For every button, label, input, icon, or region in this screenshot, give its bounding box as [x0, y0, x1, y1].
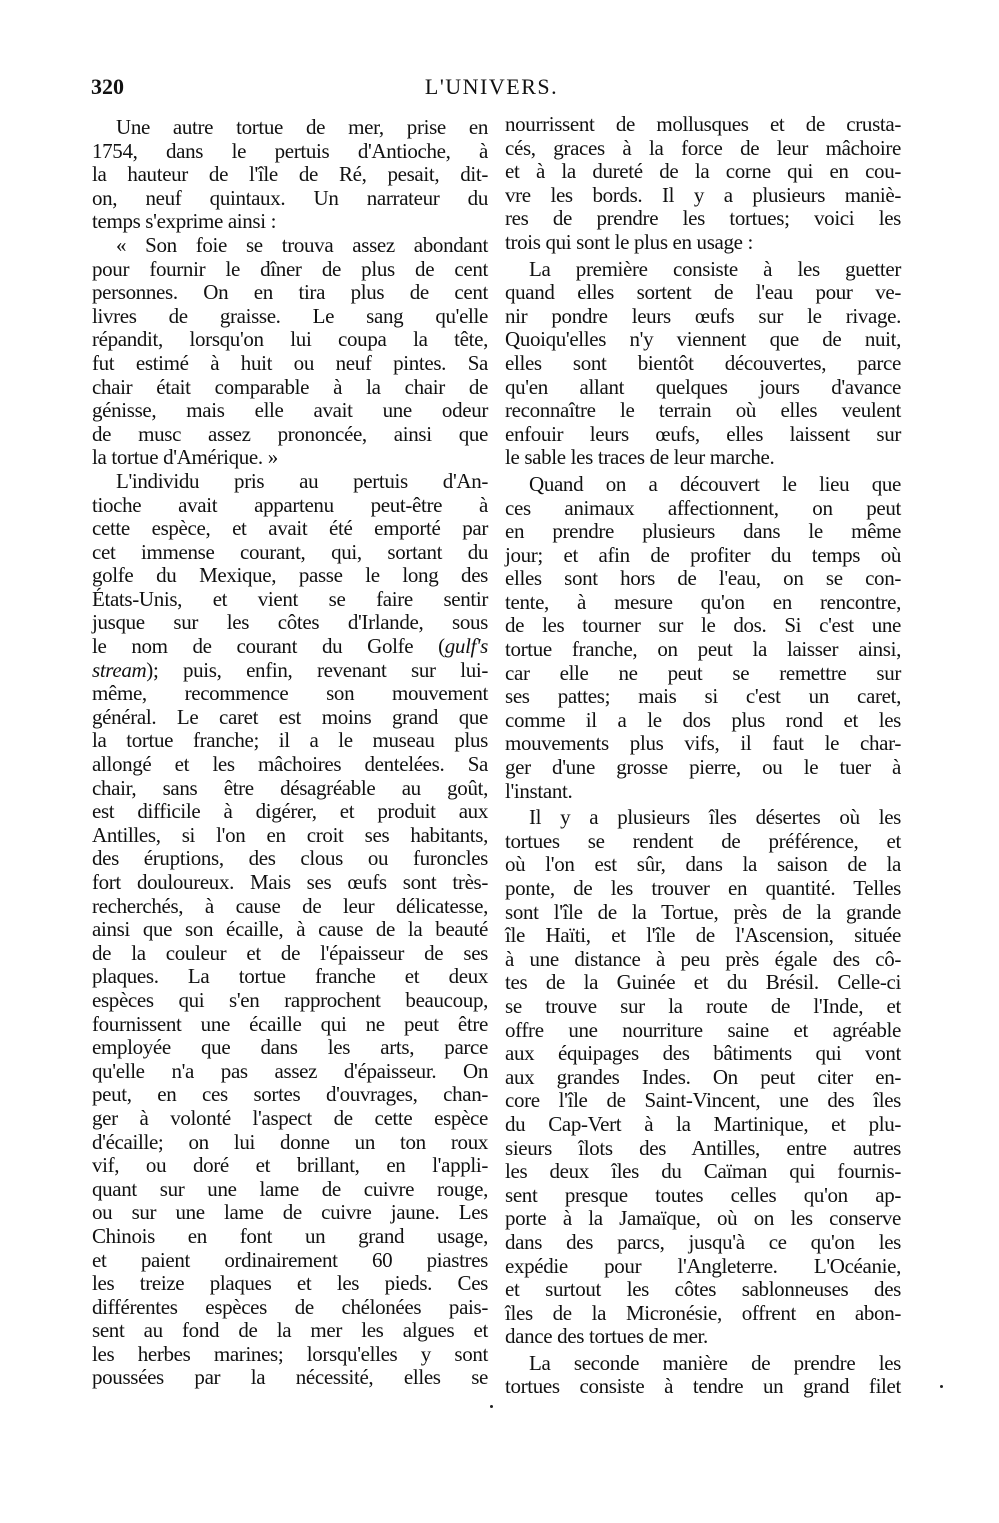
- text-line: répandit, lorsqu'on lui coupa la tête,: [92, 327, 488, 352]
- text-line: pour fournir le dîner de plus de cent: [92, 256, 488, 281]
- text-line: elles sont hors de l'eau, on se con-: [505, 566, 901, 591]
- text-line: sent presque toutes celles qu'on ap-: [505, 1182, 901, 1207]
- text-line: quand elles sortent de l'eau pour ve-: [505, 280, 901, 305]
- text-line: allongé et les mâchoires dentelées. Sa: [92, 752, 488, 777]
- text-line: fut estimé à huit ou neuf pintes. Sa: [92, 350, 488, 375]
- text-line: est difficile à digérer, et produit aux: [92, 799, 488, 824]
- text-line: expédie pour l'Angleterre. L'Océanie,: [505, 1253, 901, 1278]
- text-line: général. Le caret est moins grand que: [92, 704, 488, 729]
- text-line: le sable les traces de leur marche.: [505, 445, 775, 470]
- text-line: employée que dans les arts, parce: [92, 1035, 488, 1060]
- text-line: porte à la Jamaïque, où on les conserve: [505, 1206, 901, 1231]
- text-line: Il y a plusieurs îles désertes où les: [529, 805, 901, 830]
- text-line: l'instant.: [505, 778, 573, 803]
- text-line: même, recommence son mouvement: [92, 681, 488, 706]
- text-line: comme il a le dos plus rond et les: [505, 707, 901, 732]
- text-line: île Haïti, et l'île de l'Ascension, située: [505, 923, 901, 948]
- text-line: la tortue franche; il a le museau plus: [92, 728, 488, 753]
- running-title-wrap: [0, 74, 999, 100]
- text-line: 1754, dans le pertuis d'Antioche, à: [92, 138, 488, 163]
- text-line: res de prendre les tortues; voici les: [505, 206, 901, 231]
- text-line: la hauteur de l'île de Ré, pesait, dit-: [92, 162, 488, 187]
- text-line: temps s'exprime ainsi :: [92, 209, 277, 234]
- text-line: cette espèce, et avait été emporté par: [92, 516, 488, 541]
- text-line: qu'en allant quelques jours d'avance: [505, 374, 901, 399]
- text-line: à une distance à peu près égale des cô-: [505, 946, 901, 971]
- text-line: espèces qui s'en rapprochent beaucoup,: [92, 987, 488, 1012]
- text-line: plaques. La tortue franche et deux: [92, 964, 488, 989]
- paragraph: [505, 473, 901, 803]
- text-line: sieurs îlots des Antilles, entre autres: [505, 1135, 901, 1160]
- text-line: mouvements plus vifs, il faut le char-: [505, 731, 901, 756]
- text-line: ainsi que son écaille, à cause de la beauté: [92, 917, 488, 942]
- text-line: core l'île de Saint-Vincent, une des îles: [505, 1088, 901, 1113]
- text-line: ger à volonté l'aspect de cette espèce: [92, 1105, 488, 1130]
- text-line: dans des parcs, jusqu'à ce qu'on les: [505, 1229, 901, 1254]
- text-line: L'individu pris au pertuis d'An-: [116, 468, 488, 493]
- text-line: stream); puis, enfin, revenant sur lui-: [92, 657, 488, 682]
- text-line: La première consiste à les guetter: [529, 256, 901, 281]
- text-line: ger d'une grosse pierre, ou le tuer à: [505, 755, 901, 780]
- text-line: des éruptions, des clous ou furoncles: [92, 846, 488, 871]
- text-line: et surtout les côtes sablonneuses des: [505, 1277, 901, 1302]
- text-line: Antilles, si l'on en croit ses habitants,: [92, 822, 488, 847]
- text-line: îles de la Micronésie, offrent en abon-: [505, 1300, 901, 1325]
- text-line: offre une nourriture saine et agréable: [505, 1017, 901, 1042]
- text-line: tortue franche, on peut la laisser ainsi,: [505, 637, 901, 662]
- left-column: [92, 116, 488, 1390]
- text-line: où l'on est sûr, dans la saison de la: [505, 852, 901, 877]
- paragraph: [92, 234, 488, 470]
- text-line: poussées par la nécessité, elles se: [92, 1365, 488, 1390]
- text-line: elles sont bientôt découvertes, parce: [505, 350, 901, 375]
- text-line: Quoiqu'elles n'y viennent que de nuit,: [505, 327, 901, 352]
- text-line: de la couleur et de l'épaisseur de ses: [92, 940, 488, 965]
- paragraph: [505, 113, 901, 255]
- text-line: enfouir leurs œufs, elles laissent sur: [505, 421, 901, 446]
- text-line: car elle ne peut se remettre sur: [505, 660, 901, 685]
- text-line: et paient ordinairement 60 piastres: [92, 1247, 488, 1272]
- text-line: nourrissent de mollusques et de crusta-: [505, 112, 901, 136]
- text-line: tes de la Guinée et du Brésil. Celle-ci: [505, 970, 901, 995]
- print-speck: [490, 1405, 493, 1408]
- text-line: se trouve sur la route de l'Inde, et: [505, 993, 901, 1018]
- text-line: recherchés, à cause de leur délicatesse,: [92, 893, 488, 918]
- text-line: quant sur une lame de cuivre rouge,: [92, 1176, 488, 1201]
- text-line: ces animaux affectionnent, on peut: [505, 495, 901, 520]
- text-line: golfe du Mexique, passe le long des: [92, 563, 488, 588]
- text-line: du Cap-Vert à la Martinique, et plu-: [505, 1111, 901, 1136]
- text-line: chair, sans être désagréable au goût,: [92, 775, 488, 800]
- text-line: génisse, mais elle avait une odeur: [92, 398, 488, 423]
- text-line: on, neuf quintaux. Un narrateur du: [92, 185, 488, 210]
- text-line: cés, graces à la force de leur mâchoire: [505, 135, 901, 160]
- text-line: peut, en ces sortes d'ouvrages, chan-: [92, 1082, 488, 1107]
- text-line: fort douloureux. Mais ses œufs sont très-: [92, 870, 488, 894]
- text-line: et à la dureté de la corne qui en cou-: [505, 159, 901, 184]
- text-line: reconnaître le terrain où elles veulent: [505, 398, 901, 423]
- text-line: tortues se rendent de préférence, et: [505, 828, 901, 853]
- text-line: les herbes marines; lorsqu'elles y sont: [92, 1341, 488, 1366]
- paragraph: [92, 470, 488, 1390]
- text-line: les deux îles du Caïman qui fournis-: [505, 1159, 901, 1184]
- print-speck: [940, 1385, 943, 1388]
- text-line: fournissent une écaille qui ne peut être: [92, 1011, 488, 1036]
- text-line: tente, à mesure qu'on en rencontre,: [505, 589, 901, 614]
- text-line: « Son foie se trouva assez abondant: [116, 232, 488, 257]
- text-line: livres de graisse. Le sang qu'elle: [92, 303, 488, 328]
- text-line: jusque sur les côtes d'Irlande, sous: [92, 610, 488, 635]
- text-line: les treize plaques et les pieds. Ces: [92, 1271, 488, 1296]
- text-line: Chinois en font un grand usage,: [92, 1223, 488, 1248]
- paragraph: [505, 806, 901, 1349]
- text-line: d'écaille; on lui donne un ton roux: [92, 1129, 488, 1154]
- text-line: cet immense courant, qui, sortant du: [92, 539, 488, 564]
- text-line: États-Unis, et vient se faire sentir: [92, 586, 488, 611]
- text-line: vre les bords. Il y a plusieurs maniè-: [505, 182, 901, 207]
- text-line: trois qui sont le plus en usage :: [505, 229, 754, 254]
- text-line: ponte, de les trouver en quantité. Telles: [505, 876, 901, 900]
- text-line: tortues consiste à tendre un grand filet: [505, 1374, 901, 1399]
- text-line: Une autre tortue de mer, prise en: [116, 115, 488, 139]
- text-line: qu'elle n'a pas assez d'épaisseur. On: [92, 1058, 488, 1083]
- text-line: La seconde manière de prendre les: [529, 1350, 901, 1375]
- text-line: la tortue d'Amérique. »: [92, 445, 278, 470]
- text-line: de musc assez prononcée, ainsi que: [92, 421, 488, 446]
- text-line: sent au fond de la mer les algues et: [92, 1318, 488, 1343]
- text-line: ses pattes; mais si c'est un caret,: [505, 684, 901, 709]
- text-line: de les tourner sur le dos. Si c'est une: [505, 613, 901, 638]
- text-line: tioche avait appartenu peut-être à: [92, 492, 488, 517]
- paragraph: [92, 116, 488, 234]
- text-line: le nom de courant du Golfe (gulf's: [92, 634, 488, 659]
- text-line: sont l'île de la Tortue, près de la grande: [505, 899, 901, 924]
- text-line: aux équipages des bâtiments qui vont: [505, 1041, 901, 1066]
- text-line: dance des tortues de mer.: [505, 1324, 708, 1349]
- text-line: en prendre plusieurs dans le même: [505, 519, 901, 544]
- paragraph: [505, 1352, 901, 1399]
- text-line: Quand on a découvert le lieu que: [529, 471, 901, 496]
- running-title: L'UNIVERS.: [424, 74, 559, 99]
- page-number: 320: [91, 74, 124, 99]
- text-line: aux grandes Indes. On peut citer en-: [505, 1064, 901, 1089]
- paragraph: [505, 258, 901, 470]
- text-line: personnes. On en tira plus de cent: [92, 280, 488, 305]
- text-line: vif, ou doré et brillant, en l'appli-: [92, 1153, 488, 1178]
- text-line: chair était comparable à la chair de: [92, 374, 488, 399]
- text-line: jour; et afin de profiter du temps où: [505, 542, 901, 567]
- text-line: nir pondre leurs œufs sur le rivage.: [505, 303, 901, 328]
- text-line: différentes espèces de chélonées pais-: [92, 1294, 488, 1319]
- text-line: ou sur une lame de cuivre jaune. Les: [92, 1200, 488, 1225]
- right-column: [505, 113, 901, 1399]
